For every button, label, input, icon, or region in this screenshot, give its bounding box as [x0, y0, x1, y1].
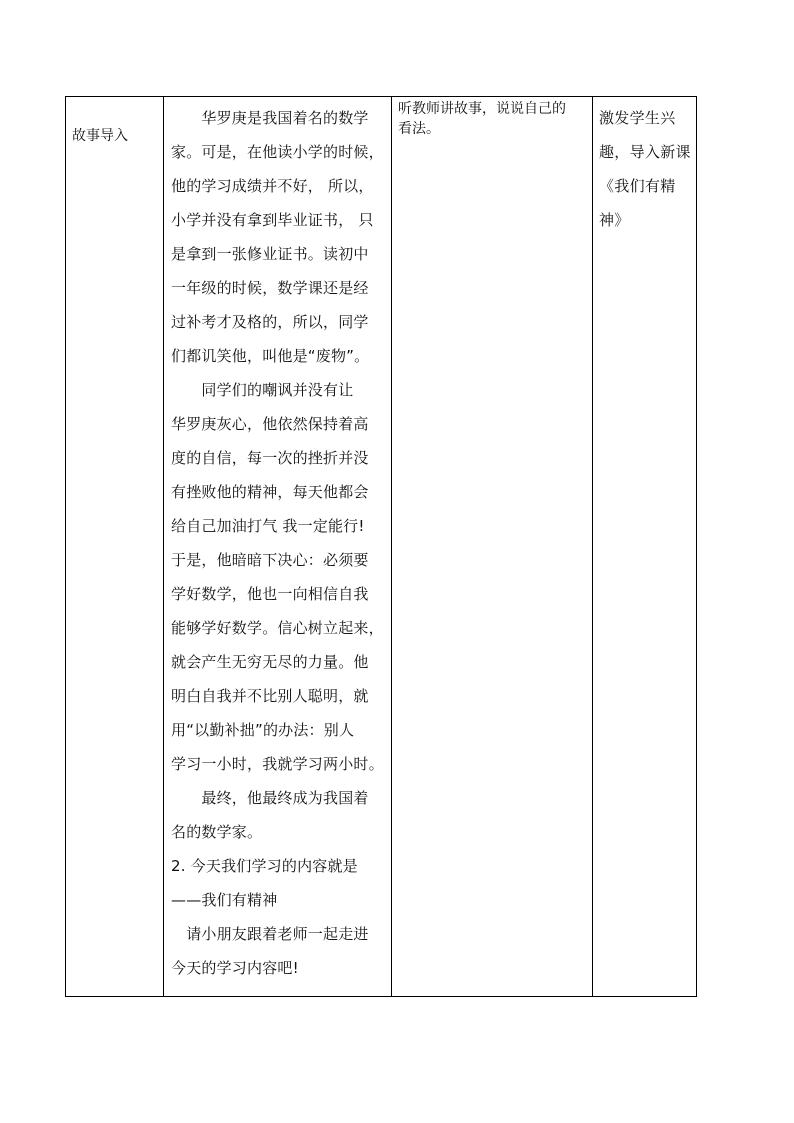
student-activity-cell	[392, 97, 593, 997]
story-line: 能够学好数学。信心树立起来，	[171, 619, 384, 637]
design-intent-line: 激发学生兴	[599, 109, 676, 127]
story-line: 华罗庚灰心，他依然保持着高	[171, 415, 369, 433]
table-row	[66, 97, 697, 997]
story-line: 他的学习成绩并不好， 所以，	[171, 177, 374, 195]
story-line: 今天的学习内容吧!	[171, 959, 299, 977]
story-line: 给自己加油打气 我一定能行!	[171, 517, 365, 535]
story-line: ——我们有精神	[171, 891, 278, 909]
story-line: 明白自我并不比别人聪明，就	[171, 687, 369, 705]
stage-cell	[66, 97, 164, 997]
story-line: 一年级的时候，数学课还是经	[171, 279, 369, 297]
teacher-content-cell	[164, 97, 392, 997]
story-line: 学习一小时，我就学习两小时。	[171, 755, 384, 773]
story-line: 学好数学，他也一向相信自我	[171, 585, 369, 603]
design-intent-line: 趣，导入新课	[599, 143, 691, 161]
design-intent-text	[599, 101, 694, 237]
student-activity-line: 听教师讲故事，说说自己的	[398, 101, 566, 117]
story-line: 度的自信，每一次的挫折并没	[171, 449, 369, 467]
story-text	[171, 101, 386, 985]
story-line: 最终，他最终成为我国着	[171, 789, 369, 807]
story-line: 华罗庚是我国着名的数学	[171, 109, 369, 127]
story-line: 们都讥笑他，叫他是“废物”。	[171, 347, 370, 365]
story-line: 名的数学家。	[171, 823, 263, 841]
lesson-plan-table	[65, 96, 697, 997]
story-line: 请小朋友跟着老师一起走进	[171, 925, 369, 943]
story-line: 用“以勤补拙”的办法：别人	[171, 721, 355, 739]
design-intent-line: 神》	[599, 211, 630, 229]
student-activity-line: 看法。	[398, 121, 440, 137]
story-line: 过补考才及格的，所以，同学	[171, 313, 369, 331]
story-line: 就会产生无穷无尽的力量。他	[171, 653, 369, 671]
story-line: 是拿到一张修业证书。读初中	[171, 245, 369, 263]
stage-label: 故事导入	[72, 128, 128, 144]
story-line: 家。可是，在他读小学的时候，	[171, 143, 384, 161]
design-intent-line: 《我们有精	[599, 177, 676, 195]
story-line: 于是，他暗暗下决心：必须要	[171, 551, 369, 569]
design-intent-cell	[593, 97, 697, 997]
story-line: 2. 今天我们学习的内容就是	[171, 857, 358, 875]
story-line: 小学并没有拿到毕业证书， 只	[171, 211, 374, 229]
student-activity-text	[398, 99, 588, 139]
story-line: 有挫败他的精神，每天他都会	[171, 483, 369, 501]
story-line: 同学们的嘲讽并没有让	[171, 381, 354, 399]
